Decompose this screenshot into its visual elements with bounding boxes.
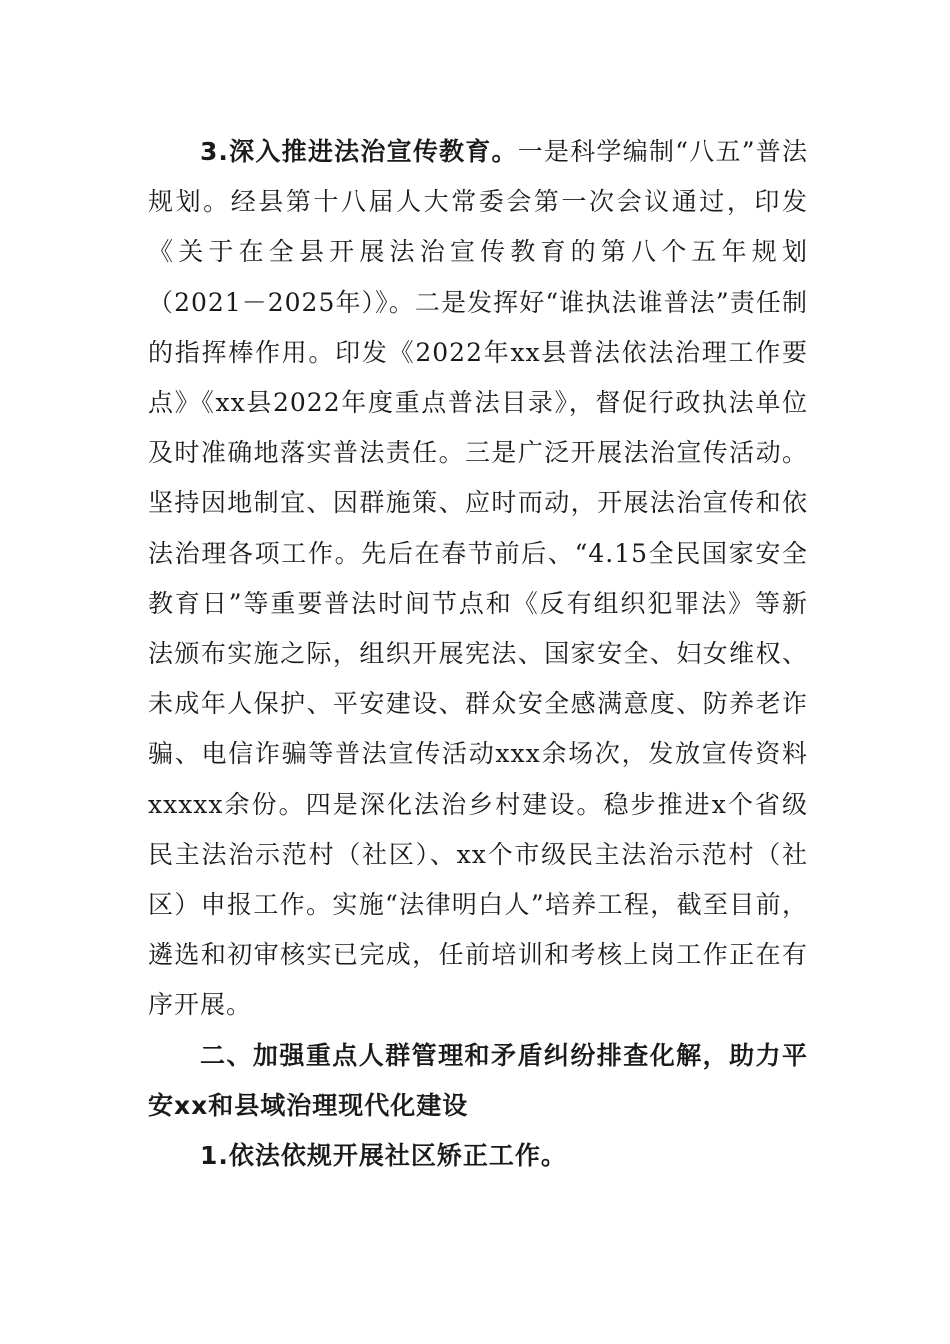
paragraph-lead-heading: 3.深入推进法治宣传教育。 xyxy=(200,137,518,166)
subsection-heading-community-correction: 1.依法依规开展社区矫正工作。 xyxy=(200,1141,567,1171)
paragraph-legal-publicity-education xyxy=(148,127,808,1031)
document-body xyxy=(148,127,808,1181)
section-heading-two: 二、加强重点人群管理和矛盾纠纷排查化解，助力平安xx和县域治理现代化建设 xyxy=(148,1040,808,1120)
paragraph-body-text: 一是科学编制“八五”普法规划。经县第十八届人大常委会第一次会议通过，印发《关于在全县开展法治宣传教育的第八个五年规划（2021－2025年）》。二是发挥好“谁执法谁普法”责任制的指挥棒作用。印发《2022年xx县普法依法治理工作要点》《xx县2022年度重点普法目录》，督促行政执法单位及时准确地落实普法责任。三是广泛开展法治宣传活动。坚持因地制宜、因群施策、应时而动，开展法治宣传和依法治理各项工作。先后在春节前后、“4.15全民国家安全教育日”等重要普法时间节点和《反有组织犯罪法》等新法颁布实施之际，组织开展宪法、国家安全、妇女维权、未成年人保护、平安建设、群众安全感满意度、防养老诈骗、电信诈骗等普法宣传活动xxx余场次，发放宣传资料xxxxx余份。四是深化法治乡村建设。稳步推进x个省级民主法治示范村（社区）、xx个市级民主法治示范村（社区）申报工作。实施“法律明白人”培养工程，截至目前，遴选和初审核实已完成，任前培训和考核上岗工作正在有序开展。 xyxy=(148,137,808,1020)
